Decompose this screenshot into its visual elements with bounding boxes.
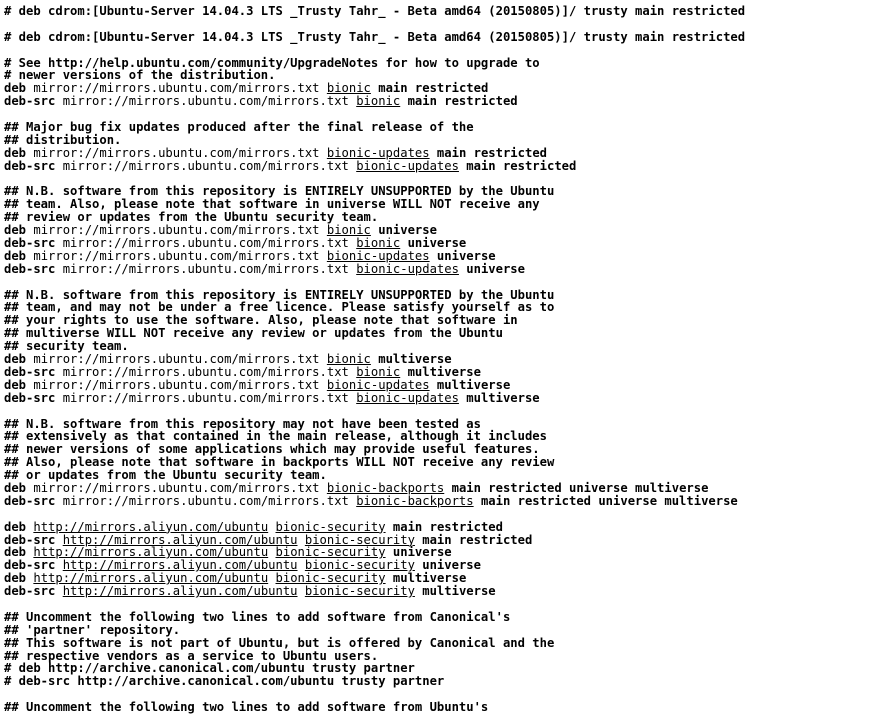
text-token: mirror://mirrors.ubuntu.com/mirrors.txt [33,248,327,263]
underlined-token: bionic-backports [356,493,474,508]
underlined-token: bionic [326,352,371,367]
text-token: ## 'partner' repository. [4,622,181,637]
text-token: mirror://mirrors.ubuntu.com/mirrors.txt [33,81,327,96]
text-token: # See http://help.ubuntu.com/community/UpgradeNotes for how to upgrade to [4,55,540,70]
text-token: ## respective vendors as a service to Ubuntu users. [4,648,379,663]
text-token: mirror://mirrors.ubuntu.com/mirrors.txt [33,377,327,392]
text-token: deb-src [4,493,63,508]
underlined-token: http://mirrors.aliyun.com/ubuntu [62,558,298,573]
text-token: multiverse [400,364,481,379]
text-token: universe [429,248,496,263]
text-token: multiverse [385,571,467,586]
text-token: mirror://mirrors.ubuntu.com/mirrors.txt [62,236,357,251]
text-token: deb [4,571,34,586]
text-token: mirror://mirrors.ubuntu.com/mirrors.txt [62,493,357,508]
text-token: ## N.B. software from this repository is ENTIRELY UNSUPPORTED by the Ubuntu [4,184,555,199]
text-token: # deb-src http://archive.canonical.com/ubuntu trusty partner [4,674,445,689]
underlined-token: bionic-security [275,571,386,586]
text-token: ## N.B. software from this repository may not have been tested as [4,416,481,431]
source-line [4,585,884,598]
text-token: ## extensively as that contained in the main release, although it includes [4,429,547,444]
text-token: ## Uncomment the following two lines to add software from Canonical's [4,609,511,624]
text-token: mirror://mirrors.ubuntu.com/mirrors.txt [62,94,357,109]
text-token: deb-src [4,390,63,405]
text-token: ## Uncomment the following two lines to add software from Ubuntu's [4,700,489,714]
text-token: deb-src [4,94,63,109]
text-token: # deb cdrom:[Ubuntu-Server 14.04.3 LTS _Trusty Tahr_ - Beta amd64 (20150805)]/ trusty main restricted [4,4,746,18]
underlined-token: bionic [356,94,401,109]
underlined-token: bionic-updates [326,248,430,263]
text-token: multiverse [414,584,496,599]
comment-line [4,121,884,134]
text-token: mirror://mirrors.ubuntu.com/mirrors.txt [33,352,327,367]
source-line [4,263,884,276]
text-token: ## team, and may not be under a free licence. Please satisfy yourself as to [4,300,555,315]
text-editor[interactable] [4,5,884,714]
text-token: mirror://mirrors.ubuntu.com/mirrors.txt [33,145,327,160]
text-token: universe [458,261,525,276]
text-token: deb [4,223,34,238]
underlined-token: http://mirrors.aliyun.com/ubuntu [62,532,298,547]
underlined-token: bionic-updates [356,390,459,405]
text-token: deb [4,545,34,560]
text-token: main restricted universe multiverse [473,493,738,508]
underlined-token: http://mirrors.aliyun.com/ubuntu [33,571,269,586]
text-token: # newer versions of the distribution. [4,68,276,83]
comment-line [4,701,884,714]
text-token: main restricted [370,81,489,96]
text-token: ## review or updates from the Ubuntu security team. [4,210,379,225]
text-token: ## Major bug fix updates produced after the final release of the [4,120,474,135]
source-line [4,95,884,108]
comment-line [4,327,884,340]
text-token: deb-src [4,584,63,599]
text-token: main restricted [458,158,577,173]
text-token: mirror://mirrors.ubuntu.com/mirrors.txt [62,158,357,173]
text-token: deb-src [4,558,63,573]
source-line [4,495,884,508]
text-token: mirror://mirrors.ubuntu.com/mirrors.txt [33,480,327,495]
underlined-token: bionic-updates [326,145,430,160]
text-token: universe [414,558,481,573]
text-token: universe [400,236,467,251]
underlined-token: bionic-updates [356,261,459,276]
text-token: deb-src [4,236,63,251]
text-token: ## newer versions of some applications which may provide useful features. [4,442,540,457]
text-token: main restricted [429,145,547,160]
underlined-token: bionic [356,236,401,251]
text-token: ## distribution. [4,132,122,147]
underlined-token: bionic-updates [326,377,430,392]
text-token: ## multiverse WILL NOT receive any review or updates from the Ubuntu [4,326,503,341]
text-token [268,571,275,585]
source-line [4,160,884,173]
text-token: # deb http://archive.canonical.com/ubuntu trusty partner [4,661,415,676]
text-token: main restricted [385,519,503,534]
underlined-token: bionic-backports [326,480,445,495]
text-token: main restricted universe multiverse [444,480,709,495]
text-token: deb-src [4,364,63,379]
text-token: deb [4,480,34,495]
text-token [298,558,305,572]
text-token: deb [4,145,34,160]
comment-line [4,675,884,688]
text-token: deb [4,248,34,263]
underlined-token: bionic-security [304,584,415,599]
comment-line [4,5,884,18]
text-token: ## Also, please note that software in backports WILL NOT receive any review [4,455,555,470]
text-token: deb-src [4,158,63,173]
text-token: ## N.B. software from this repository is ENTIRELY UNSUPPORTED by the Ubuntu [4,287,555,302]
text-token: ## This software is not part of Ubuntu, but is offered by Canonical and the [4,635,555,650]
text-token: deb-src [4,532,63,547]
text-token [268,545,275,559]
text-token: deb-src [4,261,63,276]
text-token: deb [4,81,34,96]
underlined-token: http://mirrors.aliyun.com/ubuntu [33,519,269,534]
text-token: main restricted [400,94,518,109]
underlined-token: bionic [326,223,371,238]
text-token: main restricted [414,532,533,547]
text-token: universe [370,223,437,238]
text-token: universe [385,545,452,560]
text-token [298,533,305,547]
text-token: ## your rights to use the software. Also, please note that software in [4,313,518,328]
text-token: deb [4,377,34,392]
underlined-token: http://mirrors.aliyun.com/ubuntu [33,545,269,560]
underlined-token: bionic-updates [356,158,459,173]
source-line [4,392,884,405]
text-token: mirror://mirrors.ubuntu.com/mirrors.txt [62,261,357,276]
text-token: ## or updates from the Ubuntu security team. [4,468,327,483]
text-token: ## team. Also, please note that software in universe WILL NOT receive any [4,197,540,212]
text-token: # deb cdrom:[Ubuntu-Server 14.04.3 LTS _Trusty Tahr_ - Beta amd64 (20150805)]/ trusty main restricted [4,29,746,44]
text-token: mirror://mirrors.ubuntu.com/mirrors.txt [62,390,357,405]
underlined-token: bionic-security [275,519,386,534]
text-token: multiverse [458,390,540,405]
text-token [298,584,305,598]
text-token: multiverse [429,377,511,392]
comment-line [4,31,884,44]
underlined-token: bionic-security [304,558,415,573]
text-token: multiverse [370,352,452,367]
text-token [268,520,275,534]
text-token: deb [4,519,34,534]
underlined-token: http://mirrors.aliyun.com/ubuntu [62,584,298,599]
text-token: deb [4,352,34,367]
underlined-token: bionic [356,364,401,379]
underlined-token: bionic-security [304,532,415,547]
text-token: ## security team. [4,339,129,354]
underlined-token: bionic [326,81,371,96]
text-token: mirror://mirrors.ubuntu.com/mirrors.txt [62,364,357,379]
text-token: mirror://mirrors.ubuntu.com/mirrors.txt [33,223,327,238]
underlined-token: bionic-security [275,545,386,560]
